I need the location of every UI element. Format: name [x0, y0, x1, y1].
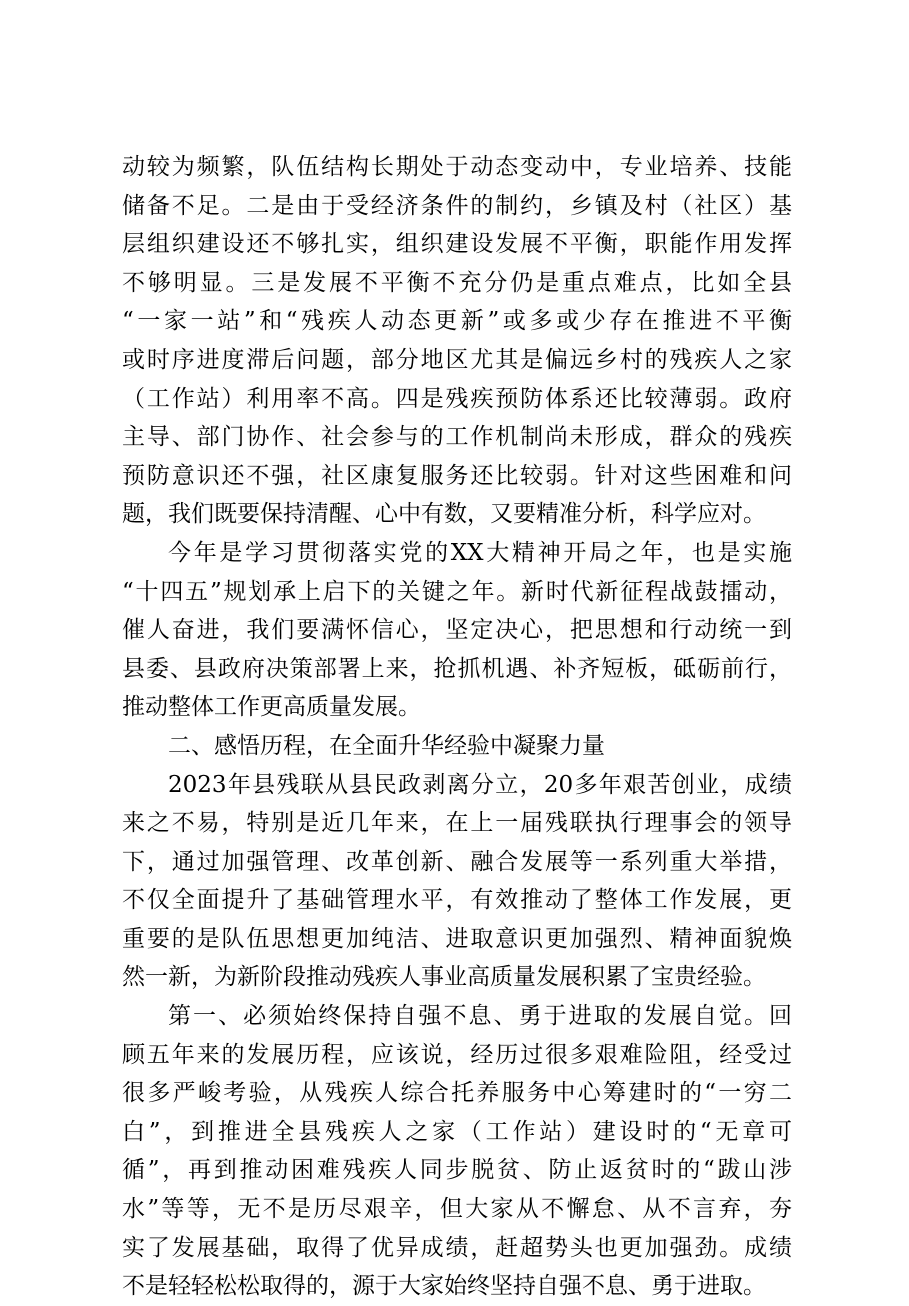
paragraph — [122, 148, 792, 534]
paragraph-line: 水”等等，无不是历尽艰辛，但大家从不懈怠、从不言弃，夯 — [122, 1196, 792, 1223]
paragraph-line: 层组织建设还不够扎实，组织建设发展不平衡，职能作用发挥 — [122, 231, 792, 258]
paragraph-line: 白”，到推进全县残疾人之家（工作站）建设时的“无章可 — [122, 1118, 792, 1145]
paragraph-line: 县委、县政府决策部署上来，抢抓机遇、补齐短板，砥砺前行， — [122, 655, 792, 682]
paragraph — [122, 997, 792, 1306]
paragraph-line: 动较为频繁，队伍结构长期处于动态变动中，专业培养、技能 — [122, 154, 792, 180]
paragraph-line: 今年是学习贯彻落实党的XX大精神开局之年，也是实施 — [168, 539, 792, 566]
paragraph-line: 不够明显。三是发展不平衡不充分仍是重点难点，比如全县 — [122, 269, 792, 296]
document-page — [122, 148, 792, 1306]
paragraph-line: 不仅全面提升了基础管理水平，有效推动了整体工作发展，更 — [122, 887, 792, 914]
paragraph — [122, 766, 792, 998]
document-body — [122, 148, 792, 1306]
paragraph-line: 2023年县残联从县民政剥离分立，20多年艰苦创业，成绩 — [168, 771, 792, 798]
paragraph-line: “一家一站”和“残疾人动态更新”或多或少存在推进不平衡 — [122, 308, 792, 335]
paragraph-line: 催人奋进，我们要满怀信心，坚定决心，把思想和行动统一到 — [122, 617, 792, 644]
paragraph-line: 推动整体工作更高质量发展。 — [122, 694, 421, 721]
paragraph-line: 不是轻轻松松取得的，源于大家始终坚持自强不息、勇于进取。 — [122, 1273, 766, 1300]
paragraph-line: “十四五”规划承上启下的关键之年。新时代新征程战鼓擂动， — [122, 578, 792, 605]
paragraph-line: 然一新，为新阶段推动残疾人事业高质量发展积累了宝贵经验。 — [122, 964, 766, 991]
heading-text: 二、感悟历程，在全面升华经验中凝聚力量 — [168, 732, 605, 759]
section-heading — [122, 727, 792, 766]
paragraph-line: 主导、部门协作、社会参与的工作机制尚未形成，群众的残疾 — [122, 424, 792, 451]
paragraph-line: 或时序进度滞后问题，部分地区尤其是偏远乡村的残疾人之家 — [122, 346, 792, 373]
paragraph-line: 题，我们既要保持清醒、心中有数，又要精准分析，科学应对。 — [122, 501, 766, 528]
paragraph-line: 第一、必须始终保持自强不息、勇于进取的发展自觉。回 — [168, 1003, 792, 1030]
paragraph-line: 重要的是队伍思想更加纯洁、进取意识更加强烈、精神面貌焕 — [122, 925, 792, 952]
paragraph-line: 很多严峻考验，从残疾人综合托养服务中心筹建时的“一穷二 — [122, 1080, 792, 1107]
paragraph-line: 实了发展基础，取得了优异成绩，赶超势头也更加强劲。成绩 — [122, 1234, 792, 1261]
paragraph-line: 顾五年来的发展历程，应该说，经历过很多艰难险阻，经受过 — [122, 1041, 792, 1068]
paragraph-line: 来之不易，特别是近几年来，在上一届残联执行理事会的领导 — [122, 810, 792, 837]
paragraph-line: 下，通过加强管理、改革创新、融合发展等一系列重大举措， — [122, 848, 792, 875]
paragraph-line: （工作站）利用率不高。四是残疾预防体系还比较薄弱。政府 — [122, 385, 792, 412]
paragraph-line: 循”，再到推动困难残疾人同步脱贫、防止返贫时的“跋山涉 — [122, 1157, 792, 1184]
paragraph-line: 预防意识还不强，社区康复服务还比较弱。针对这些困难和问 — [122, 462, 792, 489]
paragraph — [122, 534, 792, 727]
paragraph-line: 储备不足。二是由于受经济条件的制约，乡镇及村（社区）基 — [122, 192, 792, 219]
